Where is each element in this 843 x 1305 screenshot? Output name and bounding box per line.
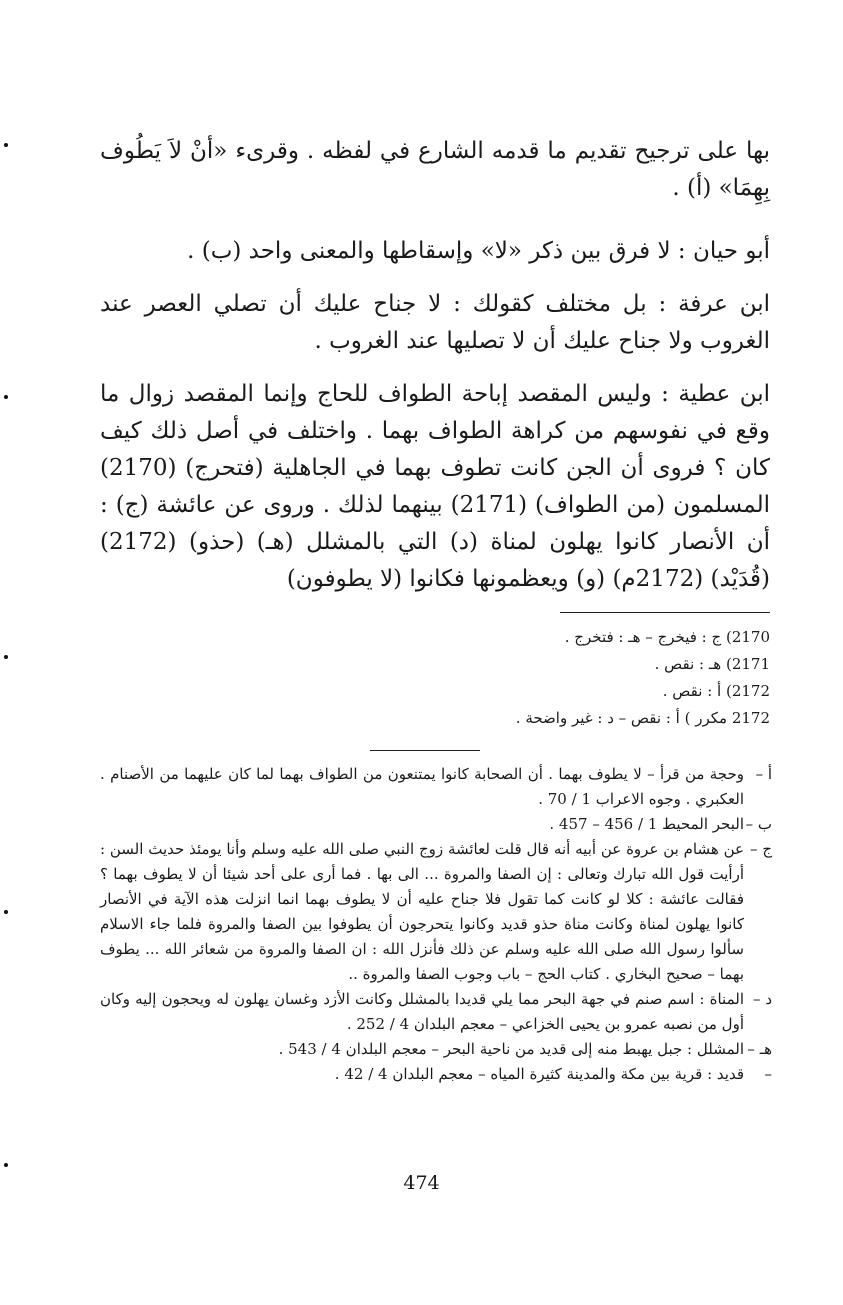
note-marker: ب – bbox=[745, 815, 772, 833]
paragraph-1: بها على ترجيح تقديم ما قدمه الشارع في لفظه . وقرىء «أنْ لاَ يَطُوف بِهِمَا» (أ) . bbox=[100, 138, 770, 201]
margin-dot bbox=[4, 1163, 8, 1167]
paragraph-4: ابن عطية : وليس المقصد إباحة الطواف للحاج وإنما المقصد زوال ما وقع في نفوسهم من كراهة الطواف بهما . واختلف في أصل ذلك كيف كان ؟ فروى أن الجن كانت تطوف بهما في الجاهلية (فتحرج) (2170) المسلمون (من الطواف) (2171) بينهما لذلك . وروى عن عائشة (ج) : أن الأنصار كانوا يهلون لمناة (د) التي بالمشلل (هـ) (حذو) (2172) (قُدَيْد) (2172م) (و) ويعظمونها فكانوا (لا يطوفون) bbox=[100, 381, 770, 592]
paragraph-2: أبو حيان : لا فرق بين ذكر «لا» وإسقاطها والمعنى واحد (ب) . bbox=[187, 238, 770, 264]
paragraph-3: ابن عرفة : بل مختلف كقولك : لا جناح عليك أن تصلي العصر عند الغروب ولا جناح عليك أن لا تصليها عند الغروب . bbox=[100, 291, 770, 354]
variant-note: 2172 مكرر ) أ : نقص – د : غير واضحة . bbox=[515, 709, 770, 727]
commentary-separator bbox=[370, 750, 480, 751]
variant-note: 2171) هـ : نقص . bbox=[654, 655, 770, 673]
page-number: 474 bbox=[403, 1172, 440, 1194]
variant-note: 2170) ج : فيخرج – هـ : فتخرج . bbox=[564, 628, 770, 646]
note-text: المشلل : جبل يهبط منه إلى قديد من ناحية البحر – معجم البلدان 4 / 543 . bbox=[278, 1040, 744, 1058]
variant-notes bbox=[370, 624, 770, 732]
note-text: وحجة من قرأ – لا يطوف بهما . أن الصحابة كانوا يمتنعون من الطواف بهما لما كان عليهما من الأصنام . العكبري . وجوه الاعراب 1 / 70 . bbox=[100, 765, 744, 808]
commentary-item bbox=[100, 1037, 772, 1062]
commentary-notes bbox=[100, 762, 772, 1087]
commentary-item bbox=[100, 1062, 772, 1087]
note-text: قديد : قرية بين مكة والمدينة كثيرة المياه – معجم البلدان 4 / 42 . bbox=[334, 1065, 744, 1083]
variant-note: 2172) أ : نقص . bbox=[662, 682, 770, 700]
note-text: البحر المحيط 1 / 456 – 457 . bbox=[549, 815, 744, 833]
note-marker: ج – bbox=[750, 840, 772, 858]
commentary-item bbox=[100, 762, 772, 812]
margin-dot bbox=[4, 395, 8, 399]
note-marker: أ – bbox=[755, 765, 772, 783]
margin-dot bbox=[4, 655, 8, 659]
footnote-separator bbox=[560, 612, 770, 613]
note-marker: د – bbox=[753, 990, 772, 1008]
commentary-item bbox=[100, 987, 772, 1037]
note-marker: هـ – bbox=[747, 1040, 772, 1058]
note-text: المناة : اسم صنم في جهة البحر مما يلي قديدا بالمشلل وكانت الأزد وغسان يهلون له ويحجون إليه وكان أول من نصبه عمرو بن يحيى الخزاعي – معجم البلدان 4 / 252 . bbox=[100, 990, 744, 1033]
commentary-item bbox=[100, 837, 772, 987]
margin-dot bbox=[4, 910, 8, 914]
margin-dot bbox=[4, 143, 8, 147]
note-marker: – bbox=[764, 1065, 772, 1083]
commentary-item bbox=[100, 812, 772, 837]
note-text: عن هشام بن عروة عن أبيه أنه قال قلت لعائشة زوج النبي صلى الله عليه وسلم وأنا يومئذ حديث السن : أرأيت قول الله تبارك وتعالى : إن الصفا والمروة ... الى بها . فما أرى على أحد شيئا أن لا يطوف بهما ؟ فقالت عائشة : كلا لو كانت كما تقول فلا جناح عليه أن لا يطوف بهما انما انزلت هذه الآية في الأنصار كانوا يهلون لمناة وكانت مناة حذو قديد وكانوا يتحرجون أن يطوفوا بين الصفا والمروة فلما جاء الاسلام سألوا رسول الله صلى الله عليه وسلم عن ذلك فأنزل الله : ان الصفا والمروة من شعائر الله ... يطوف بهما – صحيح البخاري . كتاب الحج – باب وجوب الصفا والمروة .. bbox=[100, 840, 744, 983]
